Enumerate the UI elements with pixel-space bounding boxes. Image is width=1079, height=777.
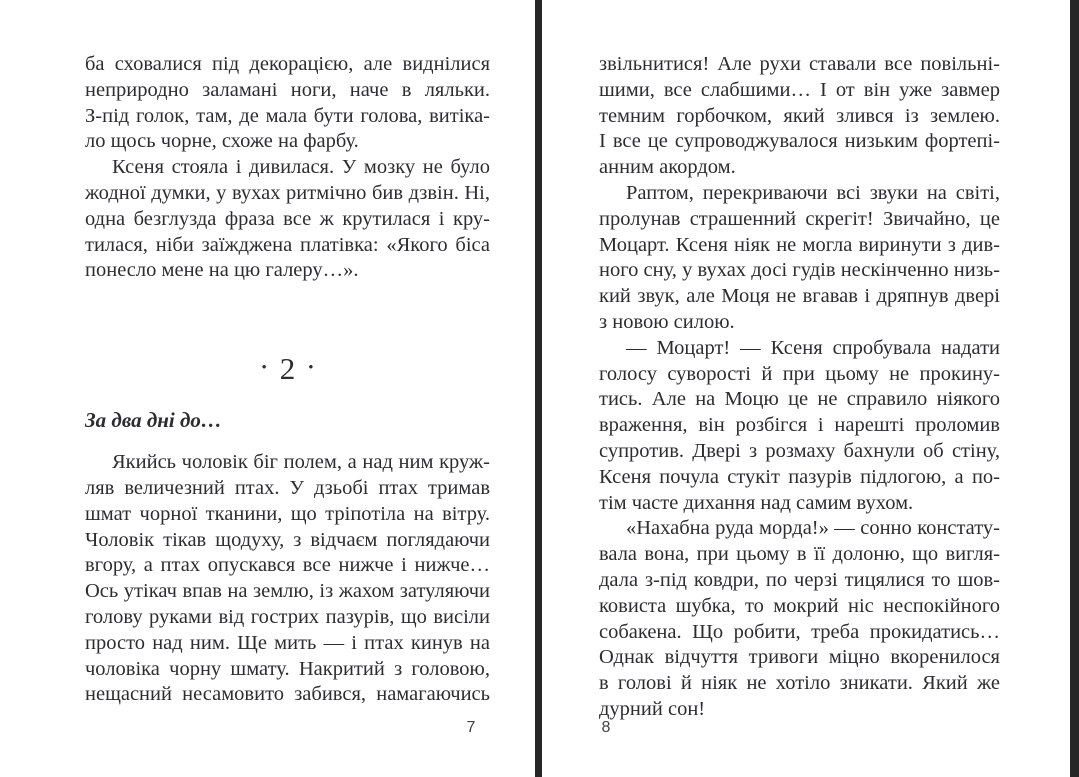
page-number-right: 8 (601, 719, 611, 736)
paragraph (85, 52, 490, 155)
text-line: анним акордом. (599, 156, 736, 179)
text-line: ляв величезний птах. У дзьобі птах тримав (85, 476, 490, 499)
text-line: шими, все слабшими… І от він уже завмер (599, 78, 1000, 101)
paragraph (599, 336, 1000, 517)
text-line: Якийсь чоловік біг полем, а над ним круж- (112, 451, 490, 474)
page-left-text (85, 52, 490, 708)
text-line: жодної думки, у вухах ритмічно бив дзвін. Ні, (85, 181, 490, 204)
text-line: — Моцарт! — Ксеня спробувала надати (626, 336, 1000, 359)
text-line: тись. Але на Моцю це не справило ніякого (599, 388, 1000, 411)
text-line: голосу суворості й при цьому не прокину- (599, 362, 1000, 385)
text-line: в голові й ніяк не хотіло зникати. Який же (599, 672, 1000, 695)
chapter-number: 2 (279, 351, 296, 387)
text-line: одна безглузда фраза все ж крутилася і кру- (85, 207, 490, 230)
text-line: Чоловік тікав щодуху, з відчаєм поглядаючи (85, 528, 490, 551)
chapter-bullet-icon: • (261, 360, 267, 377)
text-line: понесло мене на цю галеру…». (85, 259, 359, 282)
text-line: чоловіка чорну шмату. Накритий з головою, (85, 657, 490, 680)
chapter-bullet-icon: • (308, 360, 314, 377)
text-line: ло щось чорне, схоже на фарбу. (85, 130, 359, 153)
text-line: дала з-під ковдри, по черзі тицялися то шов- (599, 568, 1000, 591)
text-line: нещасний несамовито забився, намагаючись (85, 683, 490, 706)
text-line: звільнитися! Але рухи ставали все повільні- (599, 53, 1000, 75)
text-line: тилася, ніби заїжджена платівка: «Якого біса (85, 233, 490, 256)
text-line: ковиста шубка, то мокрий ніс неспокійного (599, 594, 1000, 617)
text-line: неприродно заламані ноги, наче в ляльки. (85, 78, 490, 101)
text-line: з новою силою. (599, 310, 735, 333)
text-line: тім часте дихання над самим вухом. (599, 491, 914, 514)
text-line: І все це супроводжувалося низьким фортепі- (599, 130, 1000, 153)
paragraph (85, 155, 490, 284)
page-number-left: 7 (466, 719, 476, 736)
text-line: просто над ним. Ще мить — і птах кинув на (85, 631, 490, 654)
text-line: Однак відчуття тривоги міцно вкоренилося (599, 646, 1000, 669)
text-line: З-під голок, там, де мала бути голова, витіка- (85, 104, 490, 127)
text-line: Ксеня стояла і дивилася. У мозку не було (112, 156, 490, 179)
text-line: шмат чорної тканини, що тріпотіла на вітру. (85, 502, 490, 525)
text-line: темним горбочком, який злився із землею. (599, 104, 1000, 127)
text-line: враження, він розбігся і нарешті проломив (599, 414, 1000, 437)
text-line: голову руками від гострих пазурів, що висіли (85, 605, 490, 628)
text-line: пролунав страшенний скрегіт! Звичайно, це (599, 207, 1000, 230)
book-spine-divider (535, 0, 542, 777)
section-subtitle: За два дні до… (85, 408, 222, 433)
text-line: Ось утікач впав на землю, із жахом затуляючи (85, 580, 490, 603)
text-line: вала вона, при цьому в її долоню, що вигля- (599, 543, 1000, 566)
paragraph (599, 181, 1000, 336)
book-right-edge (1070, 0, 1079, 777)
chapter-heading (85, 344, 490, 392)
paragraph (599, 52, 1000, 181)
text-line: вгору, а птах опускався все нижче і нижче… (85, 554, 490, 577)
text-line: дурний сон! (599, 697, 706, 720)
text-line: «Нахабна руда морда!» — сонно констату- (626, 517, 1000, 540)
text-line: кий звук, але Моця не вгавав і дряпнув двері (599, 285, 1000, 308)
text-line: Ксеня почула стукіт пазурів підлогою, а по- (599, 465, 1000, 488)
page-right-text (599, 52, 1000, 723)
paragraph (85, 450, 490, 708)
text-line: ного сну, у вухах досі гудів нескінченно низь- (599, 259, 1000, 282)
text-line: собакена. Що робити, треба прокидатись… (599, 620, 1000, 643)
paragraph (599, 516, 1000, 722)
text-line: Моцарт. Ксеня ніяк не могла виринути з див- (599, 233, 1000, 256)
text-line: Раптом, перекриваючи всі звуки на світі, (626, 181, 1000, 204)
text-line: ба сховалися під декорацією, але виднілися (85, 53, 490, 75)
text-line: супротив. Двері з розмаху бахнули об стіну, (599, 439, 1000, 462)
